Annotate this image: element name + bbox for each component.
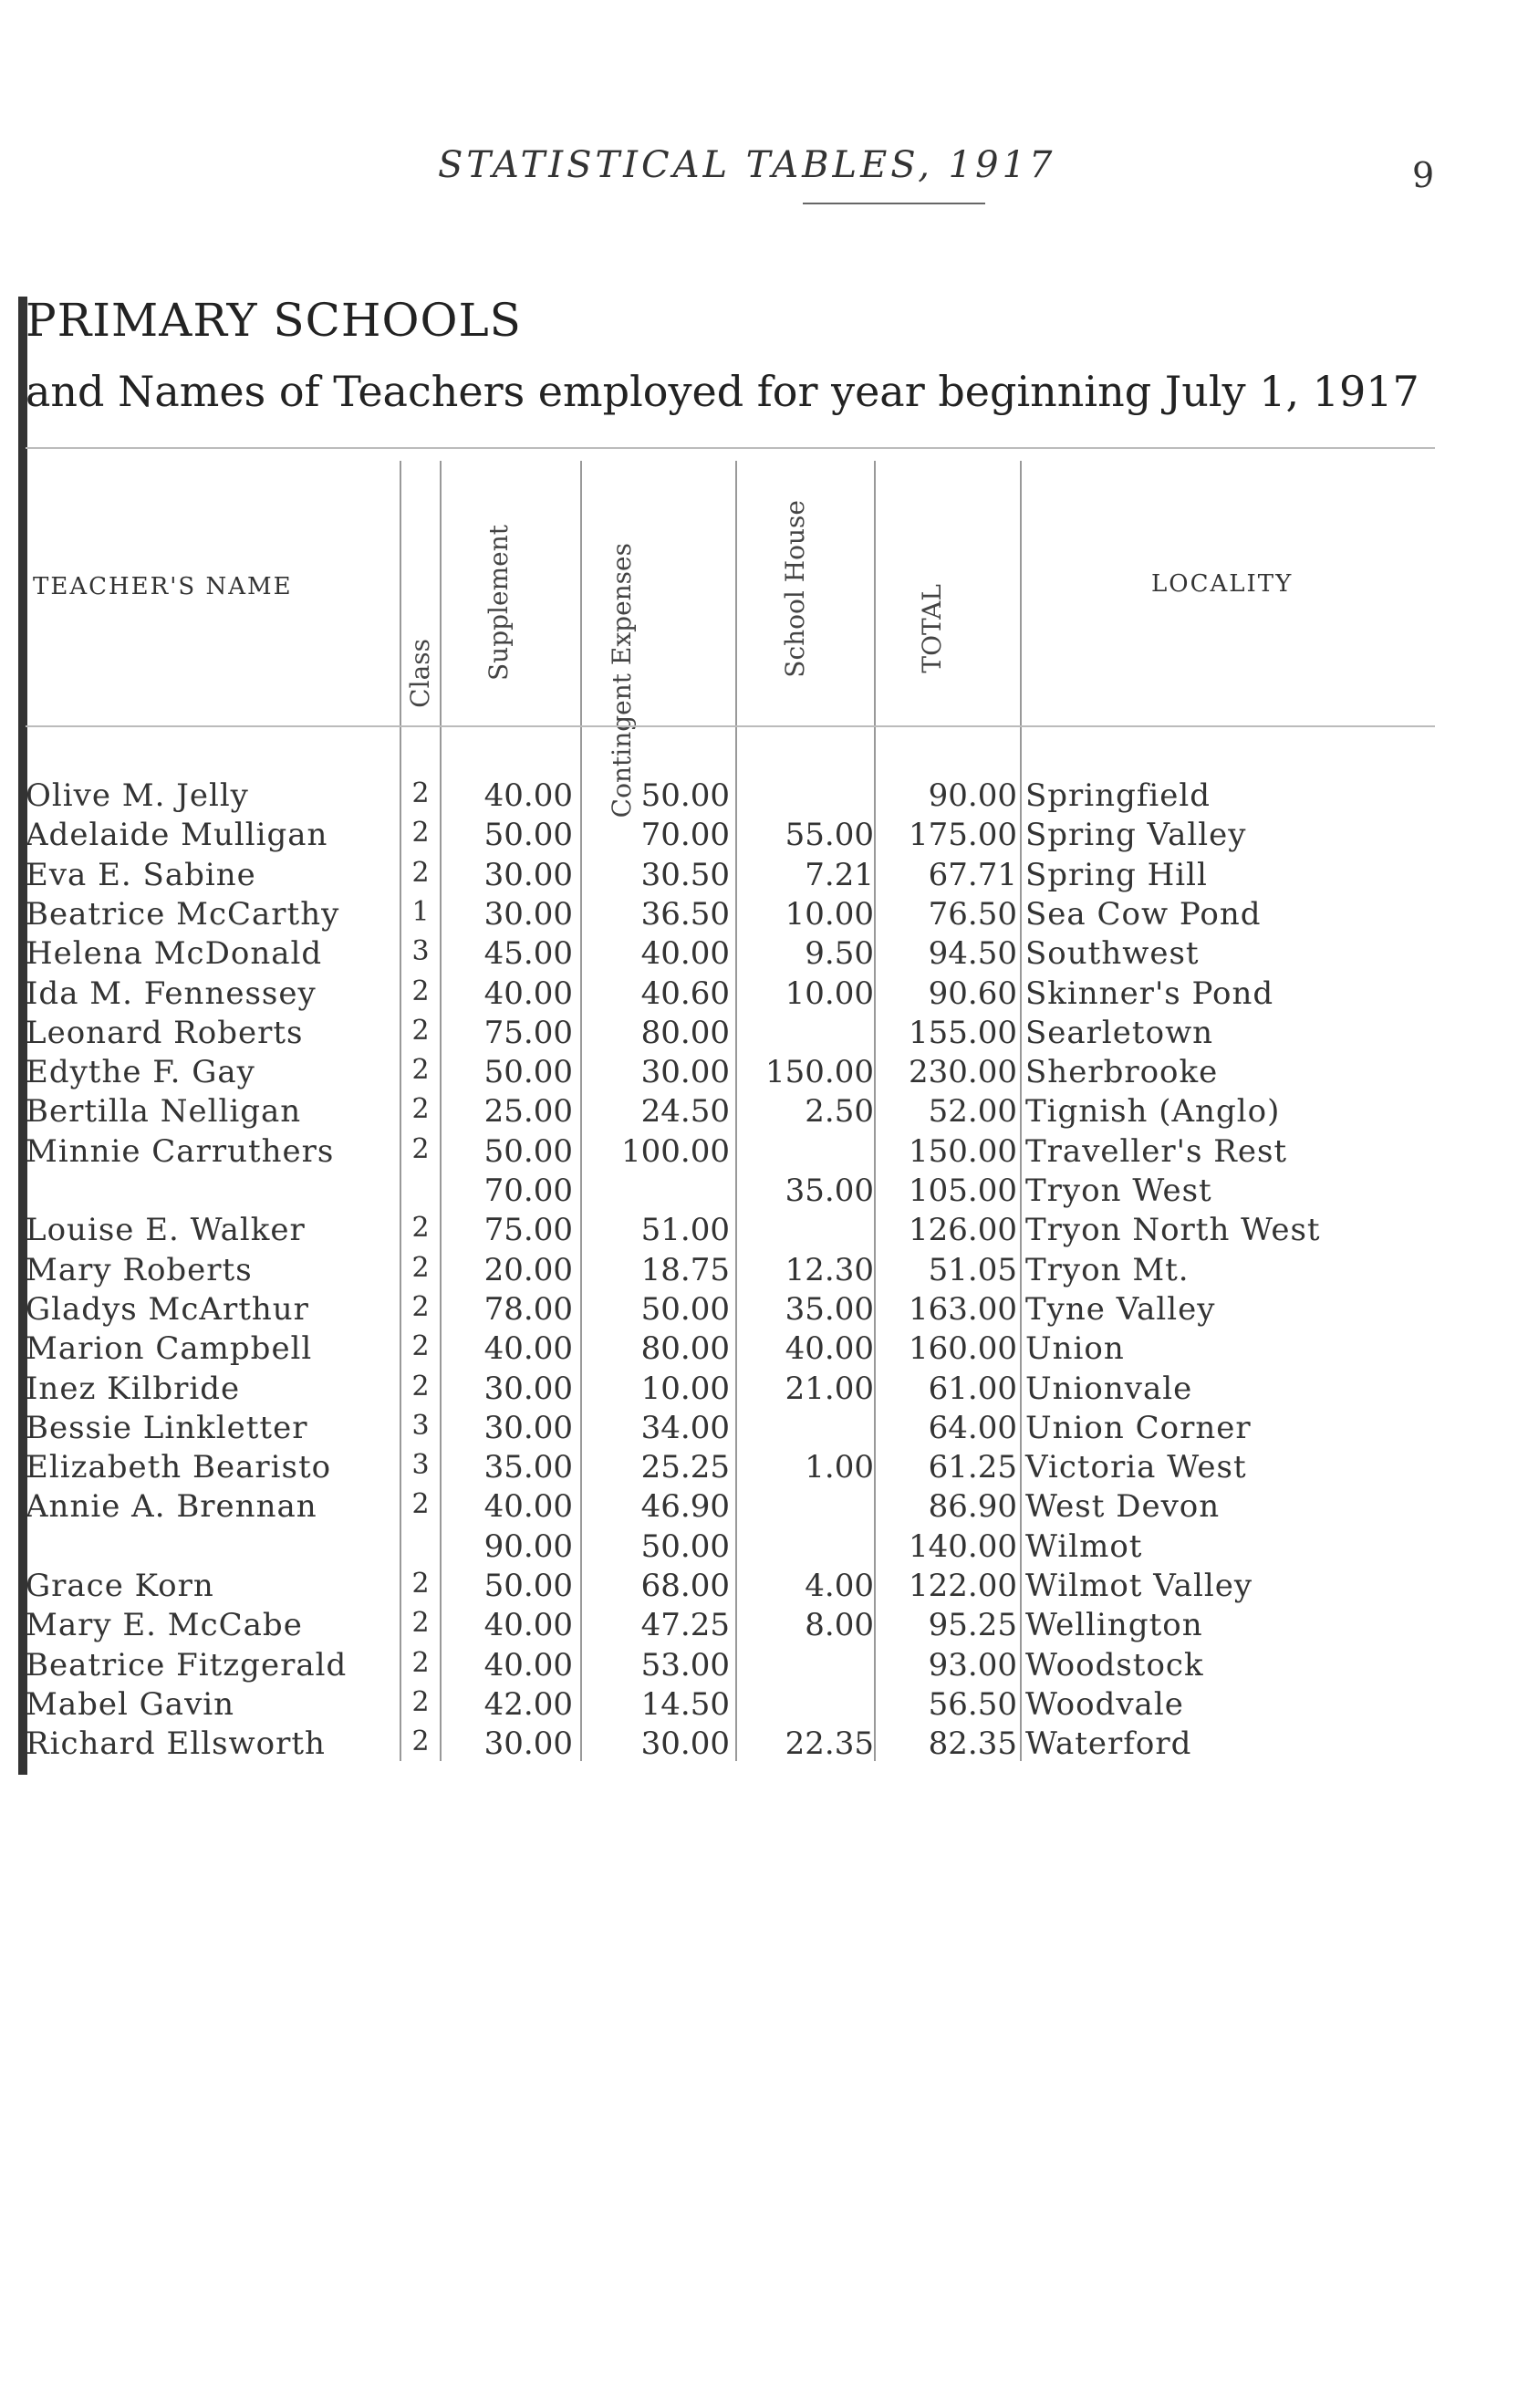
- cell-total: 175.00: [909, 817, 1017, 854]
- cell-school-house: 2.50: [805, 1093, 874, 1131]
- cell-locality: Tyne Valley: [1025, 1290, 1216, 1328]
- cell-contingent: 68.00: [640, 1568, 730, 1604]
- cell-contingent: 36.50: [640, 895, 730, 933]
- cell-class: 2: [411, 777, 430, 809]
- cell-contingent: 70.00: [640, 817, 730, 854]
- cell-locality: Tryon West: [1025, 1173, 1212, 1209]
- cell-supplement: 78.00: [483, 1290, 573, 1328]
- cell-contingent: 40.00: [640, 935, 730, 973]
- column-divider: [735, 461, 737, 1761]
- cell-name: Olive M. Jelly: [26, 777, 249, 814]
- cell-name: Mary E. McCabe: [26, 1607, 303, 1644]
- cell-name: Helena McDonald: [26, 935, 323, 973]
- cell-total: 105.00: [909, 1173, 1017, 1209]
- cell-locality: Spring Valley: [1025, 817, 1247, 854]
- cell-locality: Spring Hill: [1025, 856, 1208, 893]
- cell-supplement: 40.00: [483, 1646, 573, 1684]
- cell-class: 2: [411, 856, 430, 889]
- column-divider: [400, 461, 401, 1761]
- cell-locality: Woodvale: [1025, 1685, 1184, 1723]
- cell-school-house: 1.00: [805, 1449, 874, 1486]
- cell-total: 122.00: [909, 1568, 1017, 1604]
- cell-locality: Woodstock: [1025, 1646, 1204, 1684]
- cell-total: 86.90: [928, 1488, 1017, 1526]
- cell-total: 64.00: [928, 1409, 1017, 1446]
- cell-total: 140.00: [909, 1527, 1017, 1565]
- cell-supplement: 42.00: [483, 1685, 573, 1723]
- cell-total: 160.00: [909, 1330, 1017, 1368]
- cell-total: 93.00: [928, 1646, 1017, 1684]
- cell-contingent: 30.00: [640, 1054, 730, 1091]
- cell-contingent: 50.00: [640, 1290, 730, 1328]
- cell-school-house: 150.00: [765, 1054, 874, 1091]
- cell-supplement: 40.00: [483, 1607, 573, 1644]
- cell-name: Grace Korn: [26, 1568, 214, 1604]
- cell-class: 2: [411, 1014, 430, 1047]
- cell-class: 2: [411, 1607, 430, 1640]
- cell-total: 67.71: [928, 856, 1017, 893]
- cell-locality: Springfield: [1025, 777, 1211, 814]
- cell-locality: Searletown: [1025, 1014, 1214, 1051]
- cell-school-house: 35.00: [785, 1173, 874, 1209]
- cell-name: Minnie Carruthers: [26, 1132, 335, 1170]
- cell-locality: West Devon: [1025, 1488, 1221, 1526]
- cell-locality: Unionvale: [1025, 1370, 1193, 1407]
- cell-total: 95.25: [928, 1607, 1017, 1644]
- cell-total: 163.00: [909, 1290, 1017, 1328]
- cell-school-house: 10.00: [785, 895, 874, 933]
- cell-supplement: 30.00: [483, 1725, 573, 1763]
- cell-contingent: 100.00: [621, 1132, 730, 1170]
- cell-name: Bessie Linkletter: [26, 1409, 308, 1446]
- cell-total: 94.50: [928, 935, 1017, 973]
- cell-locality: Tignish (Anglo): [1025, 1093, 1281, 1131]
- cell-contingent: 34.00: [640, 1409, 730, 1446]
- cell-name: Richard Ellsworth: [26, 1725, 326, 1763]
- cell-locality: Victoria West: [1025, 1449, 1247, 1486]
- cell-supplement: 75.00: [483, 1212, 573, 1249]
- cell-supplement: 90.00: [483, 1527, 573, 1565]
- cell-supplement: 40.00: [483, 1488, 573, 1526]
- cell-locality: Sea Cow Pond: [1025, 895, 1262, 933]
- column-header-name: TEACHER'S NAME: [33, 573, 293, 600]
- cell-name: Bertilla Nelligan: [26, 1093, 302, 1131]
- cell-contingent: 18.75: [640, 1251, 730, 1288]
- cell-class: 2: [411, 1054, 430, 1087]
- cell-school-house: 9.50: [805, 935, 874, 973]
- table-subtitle: and Names of Teachers employed for year beginning July 1, 1917: [26, 367, 1419, 416]
- cell-supplement: 70.00: [483, 1173, 573, 1209]
- cell-school-house: 12.30: [785, 1251, 874, 1288]
- cell-supplement: 40.00: [483, 777, 573, 814]
- cell-contingent: 50.00: [640, 777, 730, 814]
- cell-total: 82.35: [928, 1725, 1017, 1763]
- cell-name: Beatrice Fitzgerald: [26, 1646, 348, 1684]
- column-divider: [580, 461, 582, 1761]
- cell-class: 1: [411, 895, 430, 928]
- cell-locality: Wellington: [1025, 1607, 1203, 1644]
- cell-name: Adelaide Mulligan: [26, 817, 328, 854]
- cell-school-house: 35.00: [785, 1290, 874, 1328]
- cell-school-house: 7.21: [805, 856, 874, 893]
- header-bottom-rule: [26, 725, 1435, 727]
- cell-supplement: 25.00: [483, 1093, 573, 1131]
- cell-locality: Union Corner: [1025, 1409, 1252, 1446]
- cell-contingent: 80.00: [640, 1330, 730, 1368]
- cell-total: 56.50: [928, 1685, 1017, 1723]
- cell-class: 3: [411, 1409, 430, 1442]
- cell-class: 2: [411, 1290, 430, 1323]
- cell-name: Mary Roberts: [26, 1251, 253, 1288]
- cell-class: 2: [411, 1568, 430, 1600]
- cell-contingent: 53.00: [640, 1646, 730, 1684]
- column-header-class: Class: [405, 639, 435, 708]
- cell-school-house: 10.00: [785, 975, 874, 1012]
- column-header-locality: LOCALITY: [1151, 570, 1294, 598]
- column-header-contingent: Contingent Expenses: [607, 543, 637, 818]
- cell-contingent: 47.25: [640, 1607, 730, 1644]
- cell-supplement: 40.00: [483, 1330, 573, 1368]
- title-rule: [26, 447, 1435, 449]
- cell-name: Inez Kilbride: [26, 1370, 241, 1407]
- cell-school-house: 40.00: [785, 1330, 874, 1368]
- cell-contingent: 10.00: [640, 1370, 730, 1407]
- cell-name: Eva E. Sabine: [26, 856, 256, 893]
- cell-class: 2: [411, 1330, 430, 1363]
- cell-name: Leonard Roberts: [26, 1014, 304, 1051]
- column-divider: [1020, 461, 1022, 1761]
- cell-locality: Wilmot Valley: [1025, 1568, 1253, 1604]
- cell-supplement: 30.00: [483, 1409, 573, 1446]
- cell-class: 2: [411, 1212, 430, 1245]
- cell-school-house: 8.00: [805, 1607, 874, 1644]
- column-header-school-house: School House: [780, 500, 810, 678]
- cell-supplement: 45.00: [483, 935, 573, 973]
- cell-contingent: 46.90: [640, 1488, 730, 1526]
- cell-supplement: 50.00: [483, 1054, 573, 1091]
- cell-total: 150.00: [909, 1132, 1017, 1170]
- cell-supplement: 35.00: [483, 1449, 573, 1486]
- cell-name: Ida M. Fennessey: [26, 975, 317, 1012]
- cell-school-house: 4.00: [805, 1568, 874, 1604]
- cell-school-house: 55.00: [785, 817, 874, 854]
- cell-locality: Traveller's Rest: [1025, 1132, 1288, 1170]
- cell-class: 2: [411, 1488, 430, 1521]
- cell-contingent: 40.60: [640, 975, 730, 1012]
- cell-class: 2: [411, 1646, 430, 1679]
- cell-supplement: 50.00: [483, 1132, 573, 1170]
- cell-contingent: 30.00: [640, 1725, 730, 1763]
- cell-school-house: 21.00: [785, 1370, 874, 1407]
- cell-total: 61.00: [928, 1370, 1017, 1407]
- cell-name: Gladys McArthur: [26, 1290, 309, 1328]
- cell-name: Mabel Gavin: [26, 1685, 235, 1723]
- cell-total: 76.50: [928, 895, 1017, 933]
- cell-locality: Southwest: [1025, 935, 1200, 973]
- cell-supplement: 75.00: [483, 1014, 573, 1051]
- cell-name: Elizabeth Bearisto: [26, 1449, 332, 1486]
- cell-class: 2: [411, 1132, 430, 1165]
- cell-class: 2: [411, 1725, 430, 1758]
- cell-locality: Union: [1025, 1330, 1125, 1368]
- running-head: STATISTICAL TABLES, 1917: [438, 144, 1056, 186]
- cell-class: 2: [411, 817, 430, 850]
- cell-class: 3: [411, 935, 430, 968]
- cell-contingent: 80.00: [640, 1014, 730, 1051]
- cell-total: 90.60: [928, 975, 1017, 1012]
- cell-contingent: 50.00: [640, 1527, 730, 1565]
- cell-locality: Wilmot: [1025, 1527, 1143, 1565]
- page-number: 9: [1412, 155, 1435, 195]
- cell-class: 2: [411, 1685, 430, 1718]
- cell-locality: Sherbrooke: [1025, 1054, 1219, 1091]
- cell-locality: Skinner's Pond: [1025, 975, 1274, 1012]
- header-rule: [803, 203, 985, 204]
- cell-class: 2: [411, 1370, 430, 1402]
- cell-contingent: 30.50: [640, 856, 730, 893]
- table-title: PRIMARY SCHOOLS: [26, 294, 522, 347]
- cell-total: 52.00: [928, 1093, 1017, 1131]
- cell-contingent: 14.50: [640, 1685, 730, 1723]
- cell-name: Beatrice McCarthy: [26, 895, 340, 933]
- cell-total: 90.00: [928, 777, 1017, 814]
- cell-total: 51.05: [928, 1251, 1017, 1288]
- cell-supplement: 30.00: [483, 1370, 573, 1407]
- cell-name: Annie A. Brennan: [26, 1488, 317, 1526]
- cell-locality: Tryon North West: [1025, 1212, 1321, 1249]
- cell-locality: Waterford: [1025, 1725, 1192, 1763]
- cell-supplement: 40.00: [483, 975, 573, 1012]
- cell-school-house: 22.35: [785, 1725, 874, 1763]
- cell-contingent: 25.25: [640, 1449, 730, 1486]
- cell-total: 126.00: [909, 1212, 1017, 1249]
- cell-class: 2: [411, 1093, 430, 1126]
- cell-total: 230.00: [909, 1054, 1017, 1091]
- column-header-total: TOTAL: [917, 584, 947, 673]
- cell-locality: Tryon Mt.: [1025, 1251, 1190, 1288]
- cell-supplement: 30.00: [483, 895, 573, 933]
- cell-contingent: 51.00: [640, 1212, 730, 1249]
- cell-name: Marion Campbell: [26, 1330, 313, 1368]
- cell-class: 3: [411, 1449, 430, 1482]
- cell-class: 2: [411, 975, 430, 1007]
- column-header-supplement: Supplement: [483, 525, 514, 681]
- cell-class: 2: [411, 1251, 430, 1284]
- cell-supplement: 30.00: [483, 856, 573, 893]
- cell-supplement: 20.00: [483, 1251, 573, 1288]
- cell-name: Edythe F. Gay: [26, 1054, 255, 1091]
- cell-total: 155.00: [909, 1014, 1017, 1051]
- cell-total: 61.25: [928, 1449, 1017, 1486]
- cell-name: Louise E. Walker: [26, 1212, 306, 1249]
- cell-supplement: 50.00: [483, 1568, 573, 1604]
- cell-supplement: 50.00: [483, 817, 573, 854]
- cell-contingent: 24.50: [640, 1093, 730, 1131]
